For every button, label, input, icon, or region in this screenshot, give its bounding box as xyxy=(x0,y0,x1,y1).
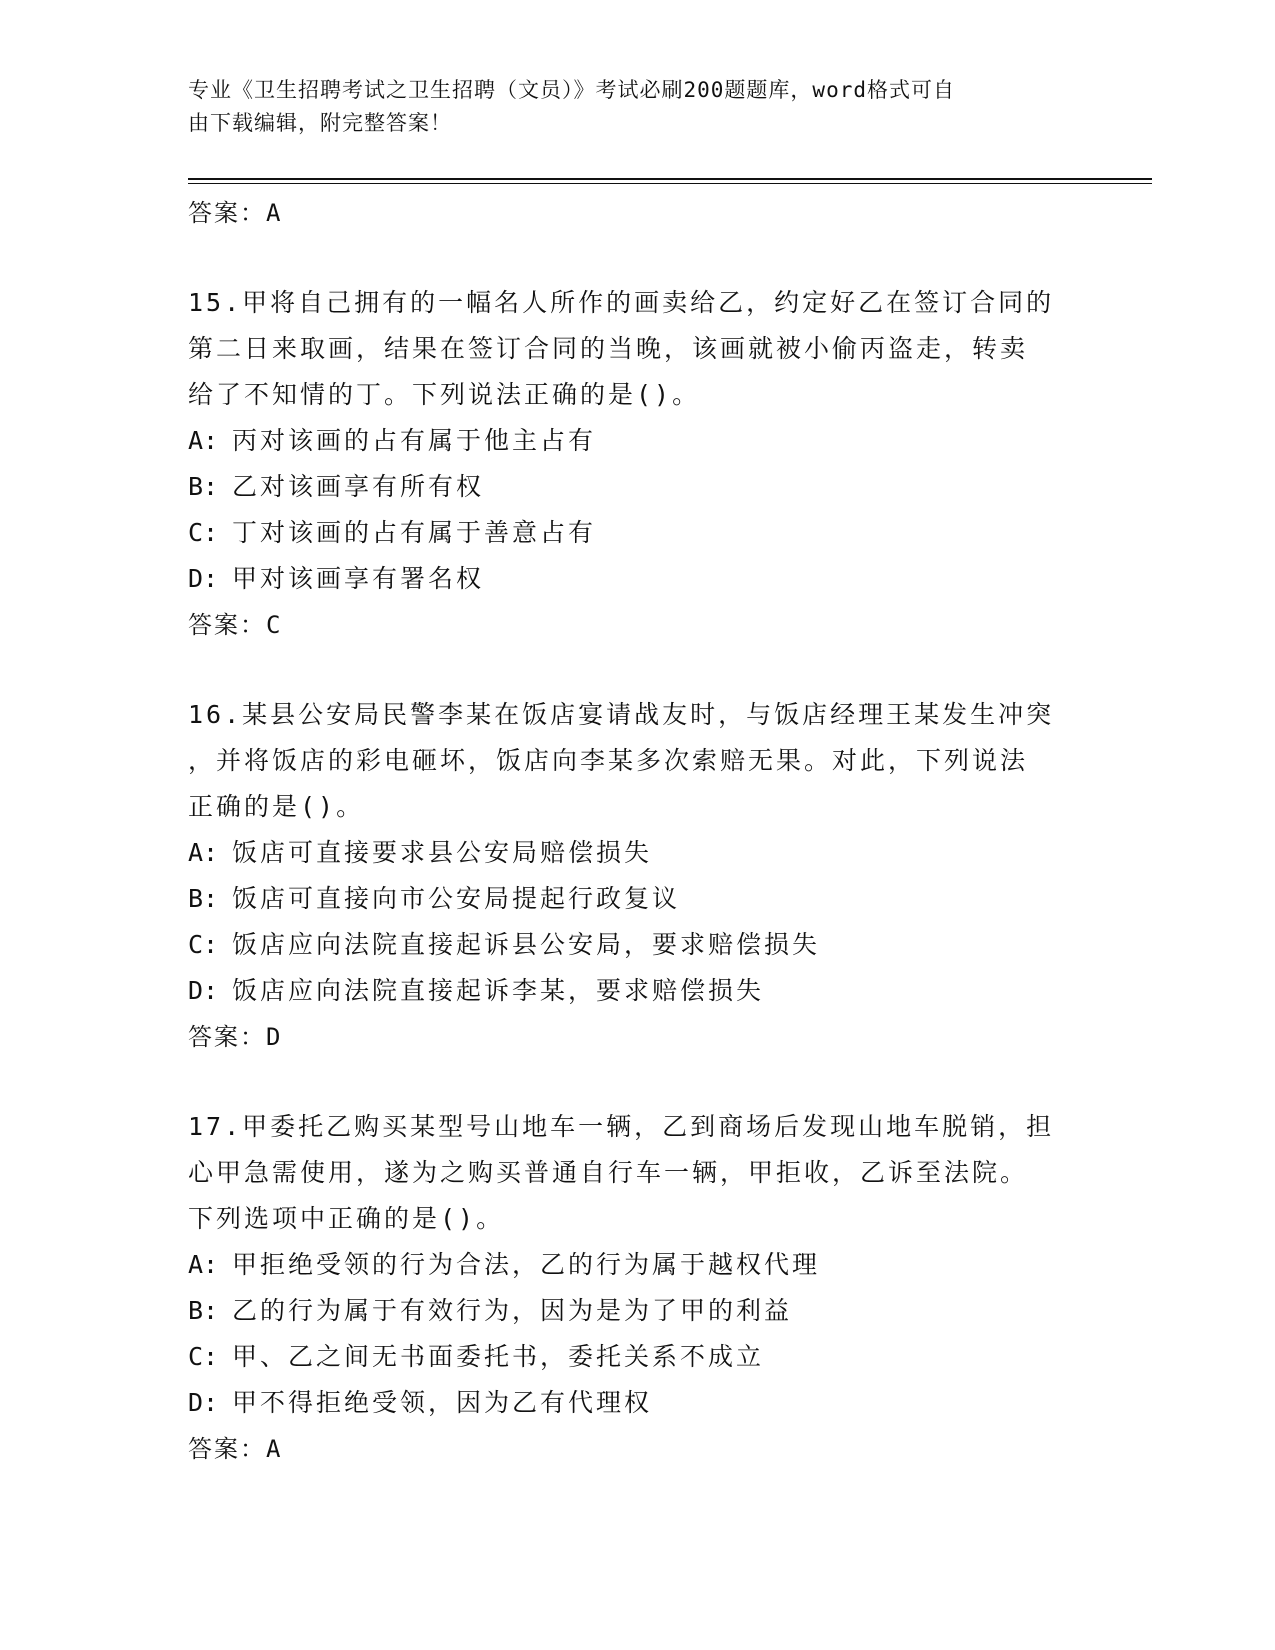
option-key: A: xyxy=(188,1250,219,1279)
option-b xyxy=(188,464,1088,510)
option-text: 乙对该画享有所有权 xyxy=(232,472,485,501)
previous-question-answer: 答案：A xyxy=(188,199,283,227)
option-key: C: xyxy=(188,930,219,959)
question-stem-line: 15.甲将自己拥有的一幅名人所作的画卖给乙，约定好乙在签订合同的 xyxy=(188,288,1055,317)
option-c xyxy=(188,510,1088,556)
option-key: A: xyxy=(188,426,219,455)
option-key: B: xyxy=(188,472,219,501)
option-key: D: xyxy=(188,1388,219,1417)
option-a xyxy=(188,418,1088,464)
header-rule-thick xyxy=(188,178,1152,180)
option-a xyxy=(188,1242,1088,1288)
option-text: 甲拒绝受领的行为合法，乙的行为属于越权代理 xyxy=(232,1250,821,1279)
question-stem-line: 16.某县公安局民警李某在饭店宴请战友时，与饭店经理王某发生冲突 xyxy=(188,700,1055,729)
header-line-1: 专业《卫生招聘考试之卫生招聘（文员）》考试必刷200题题库，word格式可自 xyxy=(188,78,955,102)
option-c xyxy=(188,922,1088,968)
question-stem-line: 给了不知情的丁。下列说法正确的是()。 xyxy=(188,380,701,409)
option-text: 饭店可直接要求县公安局赔偿损失 xyxy=(232,838,653,867)
option-a xyxy=(188,830,1088,876)
option-text: 甲不得拒绝受领，因为乙有代理权 xyxy=(232,1388,653,1417)
question-stem-line: 正确的是()。 xyxy=(188,792,365,821)
question-stem-line: 17.甲委托乙购买某型号山地车一辆，乙到商场后发现山地车脱销，担 xyxy=(188,1112,1055,1141)
spacer xyxy=(188,648,1088,692)
option-text: 饭店可直接向市公安局提起行政复议 xyxy=(232,884,681,913)
option-text: 甲对该画享有署名权 xyxy=(232,564,485,593)
spacer xyxy=(188,236,1088,280)
question-block xyxy=(188,692,1088,1060)
option-key: B: xyxy=(188,884,219,913)
header-line-2: 由下载编辑，附完整答案！ xyxy=(188,111,452,135)
option-text: 乙的行为属于有效行为，因为是为了甲的利益 xyxy=(232,1296,793,1325)
question-block xyxy=(188,1104,1088,1472)
option-key: C: xyxy=(188,518,219,547)
option-text: 丁对该画的占有属于善意占有 xyxy=(232,518,597,547)
question-stem-line: 心甲急需使用，遂为之购买普通自行车一辆，甲拒收，乙诉至法院。 xyxy=(188,1158,1029,1187)
option-text: 饭店应向法院直接起诉李某，要求赔偿损失 xyxy=(232,976,765,1005)
page-header xyxy=(188,74,1088,140)
option-d xyxy=(188,968,1088,1014)
option-text: 丙对该画的占有属于他主占有 xyxy=(232,426,597,455)
option-d xyxy=(188,1380,1088,1426)
option-text: 饭店应向法院直接起诉县公安局，要求赔偿损失 xyxy=(232,930,821,959)
question-answer: 答案：A xyxy=(188,1435,283,1463)
option-b xyxy=(188,876,1088,922)
option-b xyxy=(188,1288,1088,1334)
option-key: A: xyxy=(188,838,219,867)
question-stem-line: 下列选项中正确的是()。 xyxy=(188,1204,505,1233)
question-stem-line: 第二日来取画，结果在签订合同的当晚，该画就被小偷丙盗走，转卖 xyxy=(188,334,1029,363)
option-key: D: xyxy=(188,564,219,593)
header-rule-thin xyxy=(188,183,1152,184)
question-list xyxy=(188,190,1088,1472)
question-answer: 答案：C xyxy=(188,611,283,639)
spacer xyxy=(188,1060,1088,1104)
option-c xyxy=(188,1334,1088,1380)
option-text: 甲、乙之间无书面委托书，委托关系不成立 xyxy=(232,1342,765,1371)
option-d xyxy=(188,556,1088,602)
question-block xyxy=(188,280,1088,648)
option-key: D: xyxy=(188,976,219,1005)
question-stem-line: ，并将饭店的彩电砸坏，饭店向李某多次索赔无果。对此，下列说法 xyxy=(188,746,1029,775)
question-answer: 答案：D xyxy=(188,1023,283,1051)
option-key: B: xyxy=(188,1296,219,1325)
option-key: C: xyxy=(188,1342,219,1371)
